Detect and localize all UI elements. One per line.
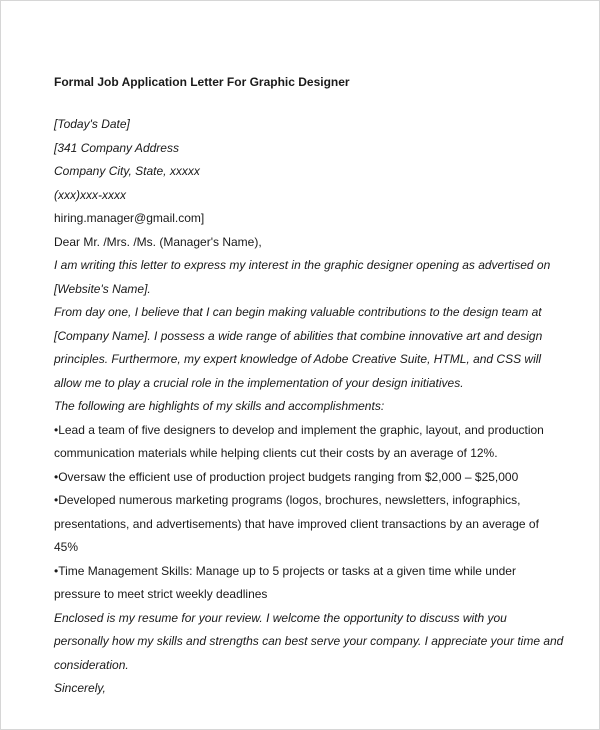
email-line: hiring.manager@gmail.com]	[54, 211, 205, 225]
date-line: [Today's Date]	[54, 117, 130, 131]
letter-body	[54, 113, 564, 701]
highlights-intro: The following are highlights of my skills and accomplishments:	[54, 399, 385, 413]
intro-paragraph: I am writing this letter to express my interest in the graphic designer opening as advertised on [Website's Name].	[54, 258, 551, 296]
bullet-item: •Lead a team of five designers to develop and implement the graphic, layout, and production communication materials while helping clients cut their costs by an average of 12%.	[54, 422, 544, 460]
bullet-item: •Oversaw the efficient use of production project budgets ranging from $2,000 – $25,000	[54, 469, 519, 484]
bullet-item: •Developed numerous marketing programs (logos, brochures, newsletters, infographics, presentations, and advertisements) that have improved client transactions by an average of 45%	[54, 493, 539, 554]
contributions-paragraph: From day one, I believe that I can begin making valuable contributions to the design team at [Company Name]. I possess a wide range of abilities that combine innovative art and design principles. Furthermore, my expert knowledge of Adobe Creative Suite, HTML, and CSS will allow me to play a crucial role in the implementation of your design initiatives.	[54, 305, 543, 390]
bullet-item: •Time Management Skills: Manage up to 5 projects or tasks at a given time while under pressure to meet strict weekly deadlines	[54, 563, 516, 601]
document-title: Formal Job Application Letter For Graphic Designer	[54, 75, 350, 89]
closing-paragraph: Enclosed is my resume for your review. I welcome the opportunity to discuss with you personally how my skills and strengths can best serve your company. I appreciate your time and consideration.	[54, 610, 564, 672]
salutation: Dear Mr. /Mrs. /Ms. (Manager's Name),	[54, 234, 262, 249]
address-line-1: [341 Company Address	[54, 140, 179, 155]
signoff: Sincerely,	[54, 681, 106, 695]
address-line-2: Company City, State, xxxxx	[54, 164, 200, 178]
phone-line: (xxx)xxx-xxxx	[54, 187, 126, 202]
